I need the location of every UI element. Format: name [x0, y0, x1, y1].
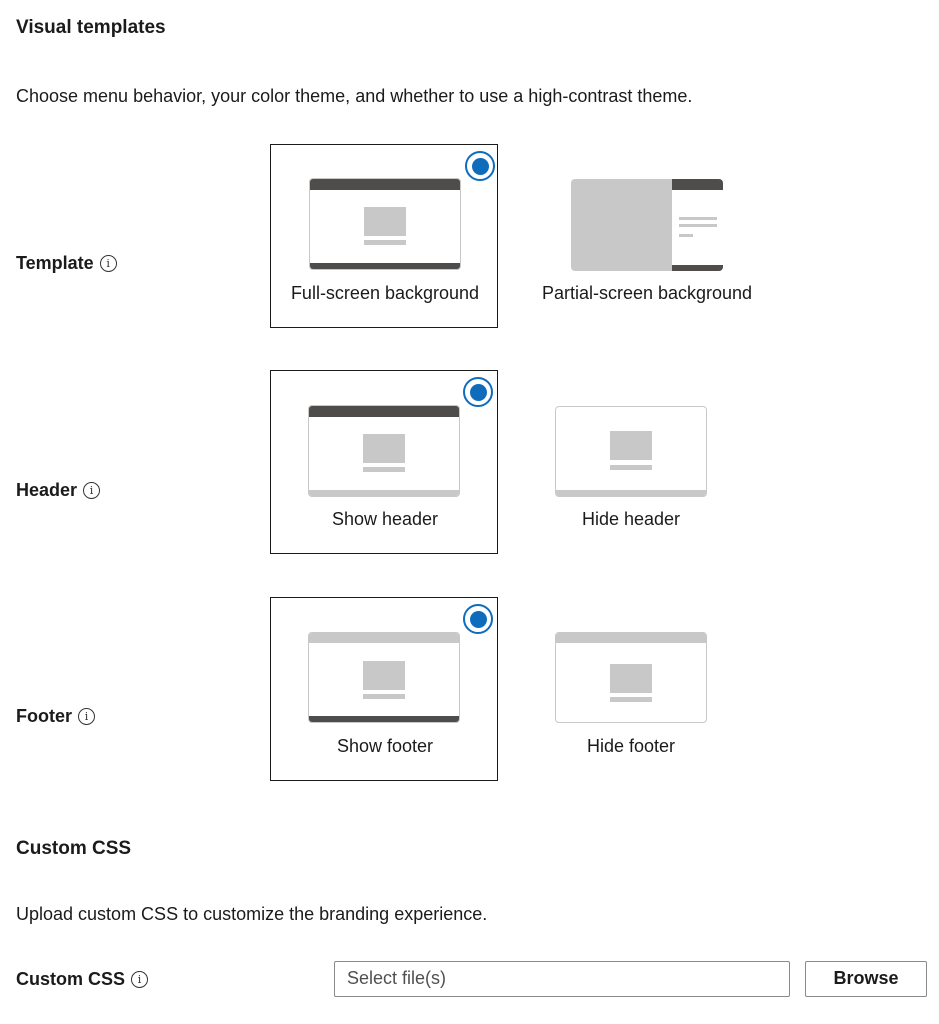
radio-selected-icon[interactable]: [465, 151, 495, 181]
visual-templates-description: Choose menu behavior, your color theme, and whether to use a high-contrast theme.: [16, 86, 693, 106]
browse-button[interactable]: Browse: [805, 961, 927, 997]
footer-label: [16, 706, 95, 727]
template-option-full-screen[interactable]: [270, 144, 498, 328]
radio-selected-icon[interactable]: [463, 377, 493, 407]
hide-footer-preview-icon: [555, 632, 707, 723]
header-option-show[interactable]: [270, 370, 498, 554]
custom-css-description: Upload custom CSS to customize the branding experience.: [16, 904, 488, 924]
template-label-text: Template: [16, 253, 94, 273]
info-icon[interactable]: i: [131, 971, 148, 988]
footer-option-show[interactable]: [270, 597, 498, 781]
info-icon[interactable]: i: [100, 255, 117, 272]
template-option-partial-screen[interactable]: [532, 144, 760, 328]
hide-header-preview-icon: [555, 406, 707, 497]
visual-templates-title: Visual templates: [16, 17, 166, 38]
info-icon[interactable]: i: [78, 708, 95, 725]
full-screen-preview-icon: [309, 178, 461, 270]
custom-css-field-label: [16, 969, 148, 990]
select-files-input[interactable]: Select file(s): [334, 961, 790, 997]
header-label-text: Header: [16, 480, 78, 500]
footer-option-hide-label: Hide footer: [586, 736, 676, 756]
show-header-preview-icon: [308, 405, 460, 497]
template-label: [16, 253, 117, 274]
radio-selected-icon[interactable]: [463, 604, 493, 634]
header-option-hide[interactable]: [516, 370, 744, 554]
header-label: [16, 480, 100, 501]
template-option-partial-screen-label: Partial-screen background: [541, 283, 753, 303]
custom-css-field-label-text: Custom CSS: [16, 969, 126, 989]
header-option-hide-label: Hide header: [581, 509, 681, 529]
header-option-show-label: Show header: [331, 509, 439, 529]
custom-css-title: Custom CSS: [16, 838, 132, 859]
footer-option-show-label: Show footer: [336, 736, 434, 756]
partial-screen-preview-icon: [571, 179, 723, 271]
info-icon[interactable]: i: [83, 482, 100, 499]
footer-option-hide[interactable]: [516, 597, 744, 781]
show-footer-preview-icon: [308, 632, 460, 723]
footer-label-text: Footer: [16, 706, 72, 726]
template-option-full-screen-label: Full-screen background: [290, 283, 480, 303]
